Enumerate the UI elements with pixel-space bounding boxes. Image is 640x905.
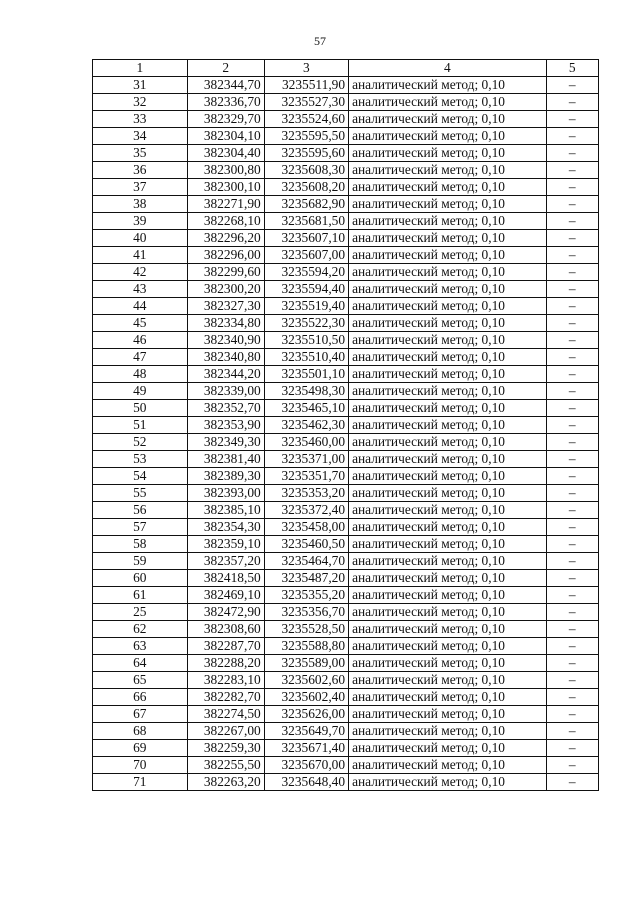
y-coordinate-cell: 3235464,70: [264, 553, 348, 570]
method-cell: аналитический метод; 0,10: [349, 179, 546, 196]
y-coordinate-cell: 3235682,90: [264, 196, 348, 213]
y-coordinate-cell: 3235511,90: [264, 77, 348, 94]
table-row: [93, 451, 599, 468]
coordinates-table: [92, 59, 599, 791]
page-number: 57: [314, 34, 326, 48]
table-row: [93, 94, 599, 111]
table-row: [93, 281, 599, 298]
method-cell: аналитический метод; 0,10: [349, 468, 546, 485]
x-coordinate-cell: 382296,00: [187, 247, 264, 264]
point-number-cell: 32: [93, 94, 188, 111]
x-coordinate-cell: 382354,30: [187, 519, 264, 536]
x-coordinate-cell: 382274,50: [187, 706, 264, 723]
table-row: [93, 434, 599, 451]
x-coordinate-cell: 382344,70: [187, 77, 264, 94]
x-coordinate-cell: 382329,70: [187, 111, 264, 128]
table-row: [93, 774, 599, 791]
point-number-cell: 61: [93, 587, 188, 604]
method-cell: аналитический метод; 0,10: [349, 740, 546, 757]
x-coordinate-cell: 382359,10: [187, 536, 264, 553]
method-cell: аналитический метод; 0,10: [349, 672, 546, 689]
method-cell: аналитический метод; 0,10: [349, 621, 546, 638]
table-row: [93, 468, 599, 485]
x-coordinate-cell: 382267,00: [187, 723, 264, 740]
method-cell: аналитический метод; 0,10: [349, 587, 546, 604]
table-row: [93, 485, 599, 502]
description-cell: –: [546, 536, 598, 553]
table-row: [93, 536, 599, 553]
point-number-cell: 63: [93, 638, 188, 655]
y-coordinate-cell: 3235460,50: [264, 536, 348, 553]
point-number-cell: 50: [93, 400, 188, 417]
table-row: [93, 366, 599, 383]
y-coordinate-cell: 3235372,40: [264, 502, 348, 519]
table-row: [93, 264, 599, 281]
point-number-cell: 31: [93, 77, 188, 94]
method-cell: аналитический метод; 0,10: [349, 281, 546, 298]
x-coordinate-cell: 382352,70: [187, 400, 264, 417]
method-cell: аналитический метод; 0,10: [349, 706, 546, 723]
method-cell: аналитический метод; 0,10: [349, 349, 546, 366]
method-cell: аналитический метод; 0,10: [349, 723, 546, 740]
description-cell: –: [546, 638, 598, 655]
x-coordinate-cell: 382469,10: [187, 587, 264, 604]
y-coordinate-cell: 3235527,30: [264, 94, 348, 111]
description-cell: –: [546, 723, 598, 740]
y-coordinate-cell: 3235487,20: [264, 570, 348, 587]
method-cell: аналитический метод; 0,10: [349, 247, 546, 264]
table-row: [93, 740, 599, 757]
table-header-row: [93, 60, 599, 77]
point-number-cell: 69: [93, 740, 188, 757]
y-coordinate-cell: 3235607,00: [264, 247, 348, 264]
x-coordinate-cell: 382300,80: [187, 162, 264, 179]
description-cell: –: [546, 689, 598, 706]
column-header-5: 5: [546, 60, 598, 77]
method-cell: аналитический метод; 0,10: [349, 383, 546, 400]
x-coordinate-cell: 382300,10: [187, 179, 264, 196]
point-number-cell: 65: [93, 672, 188, 689]
method-cell: аналитический метод; 0,10: [349, 570, 546, 587]
x-coordinate-cell: 382340,90: [187, 332, 264, 349]
method-cell: аналитический метод; 0,10: [349, 298, 546, 315]
y-coordinate-cell: 3235498,30: [264, 383, 348, 400]
description-cell: –: [546, 655, 598, 672]
method-cell: аналитический метод; 0,10: [349, 213, 546, 230]
table-row: [93, 400, 599, 417]
point-number-cell: 49: [93, 383, 188, 400]
y-coordinate-cell: 3235356,70: [264, 604, 348, 621]
description-cell: –: [546, 604, 598, 621]
x-coordinate-cell: 382259,30: [187, 740, 264, 757]
description-cell: –: [546, 281, 598, 298]
description-cell: –: [546, 383, 598, 400]
method-cell: аналитический метод; 0,10: [349, 689, 546, 706]
point-number-cell: 37: [93, 179, 188, 196]
point-number-cell: 60: [93, 570, 188, 587]
point-number-cell: 34: [93, 128, 188, 145]
point-number-cell: 56: [93, 502, 188, 519]
point-number-cell: 25: [93, 604, 188, 621]
table-row: [93, 638, 599, 655]
x-coordinate-cell: 382339,00: [187, 383, 264, 400]
point-number-cell: 46: [93, 332, 188, 349]
method-cell: аналитический метод; 0,10: [349, 536, 546, 553]
y-coordinate-cell: 3235528,50: [264, 621, 348, 638]
y-coordinate-cell: 3235589,00: [264, 655, 348, 672]
y-coordinate-cell: 3235510,50: [264, 332, 348, 349]
y-coordinate-cell: 3235519,40: [264, 298, 348, 315]
point-number-cell: 68: [93, 723, 188, 740]
table-row: [93, 315, 599, 332]
y-coordinate-cell: 3235608,30: [264, 162, 348, 179]
table-row: [93, 111, 599, 128]
x-coordinate-cell: 382385,10: [187, 502, 264, 519]
point-number-cell: 58: [93, 536, 188, 553]
x-coordinate-cell: 382268,10: [187, 213, 264, 230]
x-coordinate-cell: 382287,70: [187, 638, 264, 655]
point-number-cell: 64: [93, 655, 188, 672]
table-row: [93, 332, 599, 349]
y-coordinate-cell: 3235458,00: [264, 519, 348, 536]
x-coordinate-cell: 382353,90: [187, 417, 264, 434]
method-cell: аналитический метод; 0,10: [349, 417, 546, 434]
point-number-cell: 45: [93, 315, 188, 332]
table-row: [93, 383, 599, 400]
method-cell: аналитический метод; 0,10: [349, 757, 546, 774]
x-coordinate-cell: 382340,80: [187, 349, 264, 366]
table-row: [93, 247, 599, 264]
x-coordinate-cell: 382349,30: [187, 434, 264, 451]
y-coordinate-cell: 3235351,70: [264, 468, 348, 485]
x-coordinate-cell: 382300,20: [187, 281, 264, 298]
y-coordinate-cell: 3235648,40: [264, 774, 348, 791]
method-cell: аналитический метод; 0,10: [349, 145, 546, 162]
point-number-cell: 54: [93, 468, 188, 485]
point-number-cell: 39: [93, 213, 188, 230]
table-row: [93, 179, 599, 196]
point-number-cell: 62: [93, 621, 188, 638]
y-coordinate-cell: 3235670,00: [264, 757, 348, 774]
point-number-cell: 36: [93, 162, 188, 179]
point-number-cell: 67: [93, 706, 188, 723]
table-row: [93, 502, 599, 519]
table-row: [93, 230, 599, 247]
method-cell: аналитический метод; 0,10: [349, 94, 546, 111]
point-number-cell: 52: [93, 434, 188, 451]
method-cell: аналитический метод; 0,10: [349, 774, 546, 791]
point-number-cell: 70: [93, 757, 188, 774]
table-row: [93, 689, 599, 706]
x-coordinate-cell: 382381,40: [187, 451, 264, 468]
y-coordinate-cell: 3235588,80: [264, 638, 348, 655]
y-coordinate-cell: 3235607,10: [264, 230, 348, 247]
description-cell: –: [546, 298, 598, 315]
x-coordinate-cell: 382288,20: [187, 655, 264, 672]
table-row: [93, 621, 599, 638]
table-row: [93, 162, 599, 179]
x-coordinate-cell: 382255,50: [187, 757, 264, 774]
x-coordinate-cell: 382336,70: [187, 94, 264, 111]
point-number-cell: 55: [93, 485, 188, 502]
x-coordinate-cell: 382334,80: [187, 315, 264, 332]
column-header-3: 3: [264, 60, 348, 77]
description-cell: –: [546, 145, 598, 162]
description-cell: –: [546, 264, 598, 281]
table-row: [93, 519, 599, 536]
point-number-cell: 66: [93, 689, 188, 706]
method-cell: аналитический метод; 0,10: [349, 553, 546, 570]
description-cell: –: [546, 553, 598, 570]
table-row: [93, 570, 599, 587]
description-cell: –: [546, 740, 598, 757]
column-header-2: 2: [187, 60, 264, 77]
point-number-cell: 41: [93, 247, 188, 264]
point-number-cell: 71: [93, 774, 188, 791]
description-cell: –: [546, 519, 598, 536]
method-cell: аналитический метод; 0,10: [349, 400, 546, 417]
point-number-cell: 59: [93, 553, 188, 570]
method-cell: аналитический метод; 0,10: [349, 77, 546, 94]
method-cell: аналитический метод; 0,10: [349, 366, 546, 383]
method-cell: аналитический метод; 0,10: [349, 230, 546, 247]
method-cell: аналитический метод; 0,10: [349, 519, 546, 536]
x-coordinate-cell: 382271,90: [187, 196, 264, 213]
method-cell: аналитический метод; 0,10: [349, 264, 546, 281]
point-number-cell: 43: [93, 281, 188, 298]
table-row: [93, 672, 599, 689]
method-cell: аналитический метод; 0,10: [349, 315, 546, 332]
x-coordinate-cell: 382304,40: [187, 145, 264, 162]
method-cell: аналитический метод; 0,10: [349, 485, 546, 502]
description-cell: –: [546, 451, 598, 468]
description-cell: –: [546, 94, 598, 111]
y-coordinate-cell: 3235355,20: [264, 587, 348, 604]
x-coordinate-cell: 382283,10: [187, 672, 264, 689]
point-number-cell: 51: [93, 417, 188, 434]
table-row: [93, 145, 599, 162]
description-cell: –: [546, 315, 598, 332]
x-coordinate-cell: 382393,00: [187, 485, 264, 502]
method-cell: аналитический метод; 0,10: [349, 196, 546, 213]
description-cell: –: [546, 162, 598, 179]
description-cell: –: [546, 502, 598, 519]
table-row: [93, 604, 599, 621]
point-number-cell: 33: [93, 111, 188, 128]
x-coordinate-cell: 382304,10: [187, 128, 264, 145]
method-cell: аналитический метод; 0,10: [349, 162, 546, 179]
method-cell: аналитический метод; 0,10: [349, 655, 546, 672]
description-cell: –: [546, 230, 598, 247]
x-coordinate-cell: 382389,30: [187, 468, 264, 485]
description-cell: –: [546, 706, 598, 723]
y-coordinate-cell: 3235602,40: [264, 689, 348, 706]
table-body: [93, 77, 599, 791]
method-cell: аналитический метод; 0,10: [349, 111, 546, 128]
table-row: [93, 298, 599, 315]
y-coordinate-cell: 3235602,60: [264, 672, 348, 689]
column-header-4: 4: [349, 60, 546, 77]
table-row: [93, 706, 599, 723]
x-coordinate-cell: 382296,20: [187, 230, 264, 247]
y-coordinate-cell: 3235462,30: [264, 417, 348, 434]
description-cell: –: [546, 417, 598, 434]
description-cell: –: [546, 332, 598, 349]
point-number-cell: 44: [93, 298, 188, 315]
description-cell: –: [546, 400, 598, 417]
x-coordinate-cell: 382472,90: [187, 604, 264, 621]
y-coordinate-cell: 3235608,20: [264, 179, 348, 196]
point-number-cell: 38: [93, 196, 188, 213]
y-coordinate-cell: 3235681,50: [264, 213, 348, 230]
y-coordinate-cell: 3235524,60: [264, 111, 348, 128]
y-coordinate-cell: 3235510,40: [264, 349, 348, 366]
table-row: [93, 77, 599, 94]
point-number-cell: 47: [93, 349, 188, 366]
method-cell: аналитический метод; 0,10: [349, 128, 546, 145]
description-cell: –: [546, 179, 598, 196]
point-number-cell: 48: [93, 366, 188, 383]
table-row: [93, 723, 599, 740]
description-cell: –: [546, 196, 598, 213]
description-cell: –: [546, 621, 598, 638]
table-row: [93, 417, 599, 434]
description-cell: –: [546, 587, 598, 604]
table-row: [93, 655, 599, 672]
description-cell: –: [546, 672, 598, 689]
method-cell: аналитический метод; 0,10: [349, 332, 546, 349]
description-cell: –: [546, 111, 598, 128]
y-coordinate-cell: 3235595,60: [264, 145, 348, 162]
x-coordinate-cell: 382299,60: [187, 264, 264, 281]
description-cell: –: [546, 757, 598, 774]
point-number-cell: 57: [93, 519, 188, 536]
table-row: [93, 757, 599, 774]
method-cell: аналитический метод; 0,10: [349, 502, 546, 519]
x-coordinate-cell: 382344,20: [187, 366, 264, 383]
y-coordinate-cell: 3235626,00: [264, 706, 348, 723]
point-number-cell: 42: [93, 264, 188, 281]
x-coordinate-cell: 382263,20: [187, 774, 264, 791]
table-row: [93, 128, 599, 145]
description-cell: –: [546, 77, 598, 94]
y-coordinate-cell: 3235594,20: [264, 264, 348, 281]
y-coordinate-cell: 3235649,70: [264, 723, 348, 740]
table-row: [93, 213, 599, 230]
description-cell: –: [546, 213, 598, 230]
y-coordinate-cell: 3235501,10: [264, 366, 348, 383]
column-header-1: 1: [93, 60, 188, 77]
y-coordinate-cell: 3235522,30: [264, 315, 348, 332]
y-coordinate-cell: 3235671,40: [264, 740, 348, 757]
method-cell: аналитический метод; 0,10: [349, 638, 546, 655]
x-coordinate-cell: 382327,30: [187, 298, 264, 315]
method-cell: аналитический метод; 0,10: [349, 604, 546, 621]
point-number-cell: 35: [93, 145, 188, 162]
x-coordinate-cell: 382418,50: [187, 570, 264, 587]
table-row: [93, 196, 599, 213]
description-cell: –: [546, 434, 598, 451]
description-cell: –: [546, 247, 598, 264]
table-row: [93, 587, 599, 604]
y-coordinate-cell: 3235595,50: [264, 128, 348, 145]
description-cell: –: [546, 366, 598, 383]
method-cell: аналитический метод; 0,10: [349, 434, 546, 451]
y-coordinate-cell: 3235465,10: [264, 400, 348, 417]
method-cell: аналитический метод; 0,10: [349, 451, 546, 468]
y-coordinate-cell: 3235594,40: [264, 281, 348, 298]
description-cell: –: [546, 570, 598, 587]
y-coordinate-cell: 3235353,20: [264, 485, 348, 502]
x-coordinate-cell: 382357,20: [187, 553, 264, 570]
description-cell: –: [546, 468, 598, 485]
table-row: [93, 553, 599, 570]
y-coordinate-cell: 3235371,00: [264, 451, 348, 468]
point-number-cell: 53: [93, 451, 188, 468]
x-coordinate-cell: 382282,70: [187, 689, 264, 706]
description-cell: –: [546, 485, 598, 502]
description-cell: –: [546, 128, 598, 145]
description-cell: –: [546, 774, 598, 791]
y-coordinate-cell: 3235460,00: [264, 434, 348, 451]
x-coordinate-cell: 382308,60: [187, 621, 264, 638]
point-number-cell: 40: [93, 230, 188, 247]
table-row: [93, 349, 599, 366]
description-cell: –: [546, 349, 598, 366]
